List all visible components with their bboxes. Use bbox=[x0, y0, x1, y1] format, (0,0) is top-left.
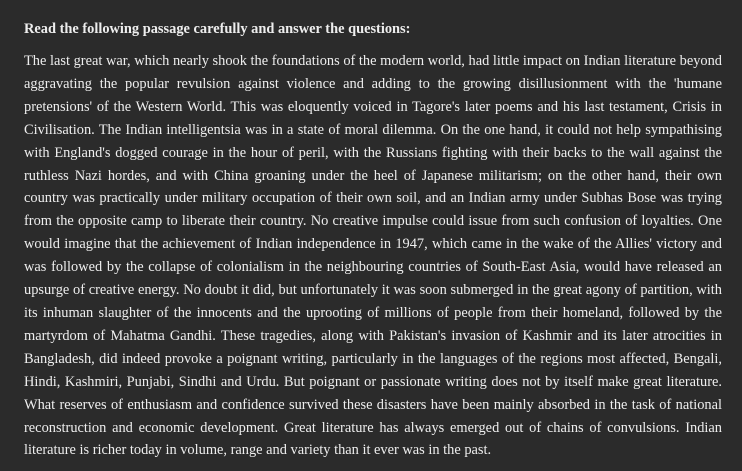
passage-text: The last great war, which nearly shook the foundations of the modern world, had little impact on Indian literature beyond aggravating the popular revulsion against violence and adding to the growing disillusionment with the 'humane pretensions' of the Western World. This was eloquently voiced in Tagore's later poems and his last testament, Crisis in Civilisation. The Indian intelligentsia was in a state of moral dilemma. On the one hand, it could not help sympathising with England's dogged courage in the hour of peril, with the Russians fighting with their backs to the wall against the ruthless Nazi hordes, and with China groaning under the heel of Japanese militarism; on the other hand, their own country was practically under military occupation of their own soil, and an Indian army under Subhas Bose was trying from the opposite camp to liberate their country. No creative impulse could issue from such confusion of loyalties. One would imagine that the achievement of Indian independence in 1947, which came in the wake of the Allies' victory and was followed by the collapse of colonialism in the neighbouring countries of South-East Asia, would have released an upsurge of creative energy. No doubt it did, but unfortunately it was soon submerged in the great agony of partition, with its inhuman slaughter of the innocents and the uprooting of millions of people from their homeland, followed by the martyrdom of Mahatma Gandhi. These tragedies, along with Pakistan's invasion of Kashmir and its later atrocities in Bangladesh, did indeed provoke a poignant writing, particularly in the languages of the regions most affected, Bengali, Hindi, Kashmiri, Punjabi, Sindhi and Urdu. But poignant or passionate writing does not by itself make great literature. What reserves of enthusiasm and confidence survived these disasters have been mainly absorbed in the task of national reconstruction and economic development. Great literature has always emerged out of chains of convulsions. Indian literature is richer today in volume, range and variety than it ever was in the past. bbox=[24, 53, 722, 459]
document-body bbox=[24, 18, 722, 462]
instruction-heading: Read the following passage carefully and answer the questions: bbox=[24, 21, 411, 37]
